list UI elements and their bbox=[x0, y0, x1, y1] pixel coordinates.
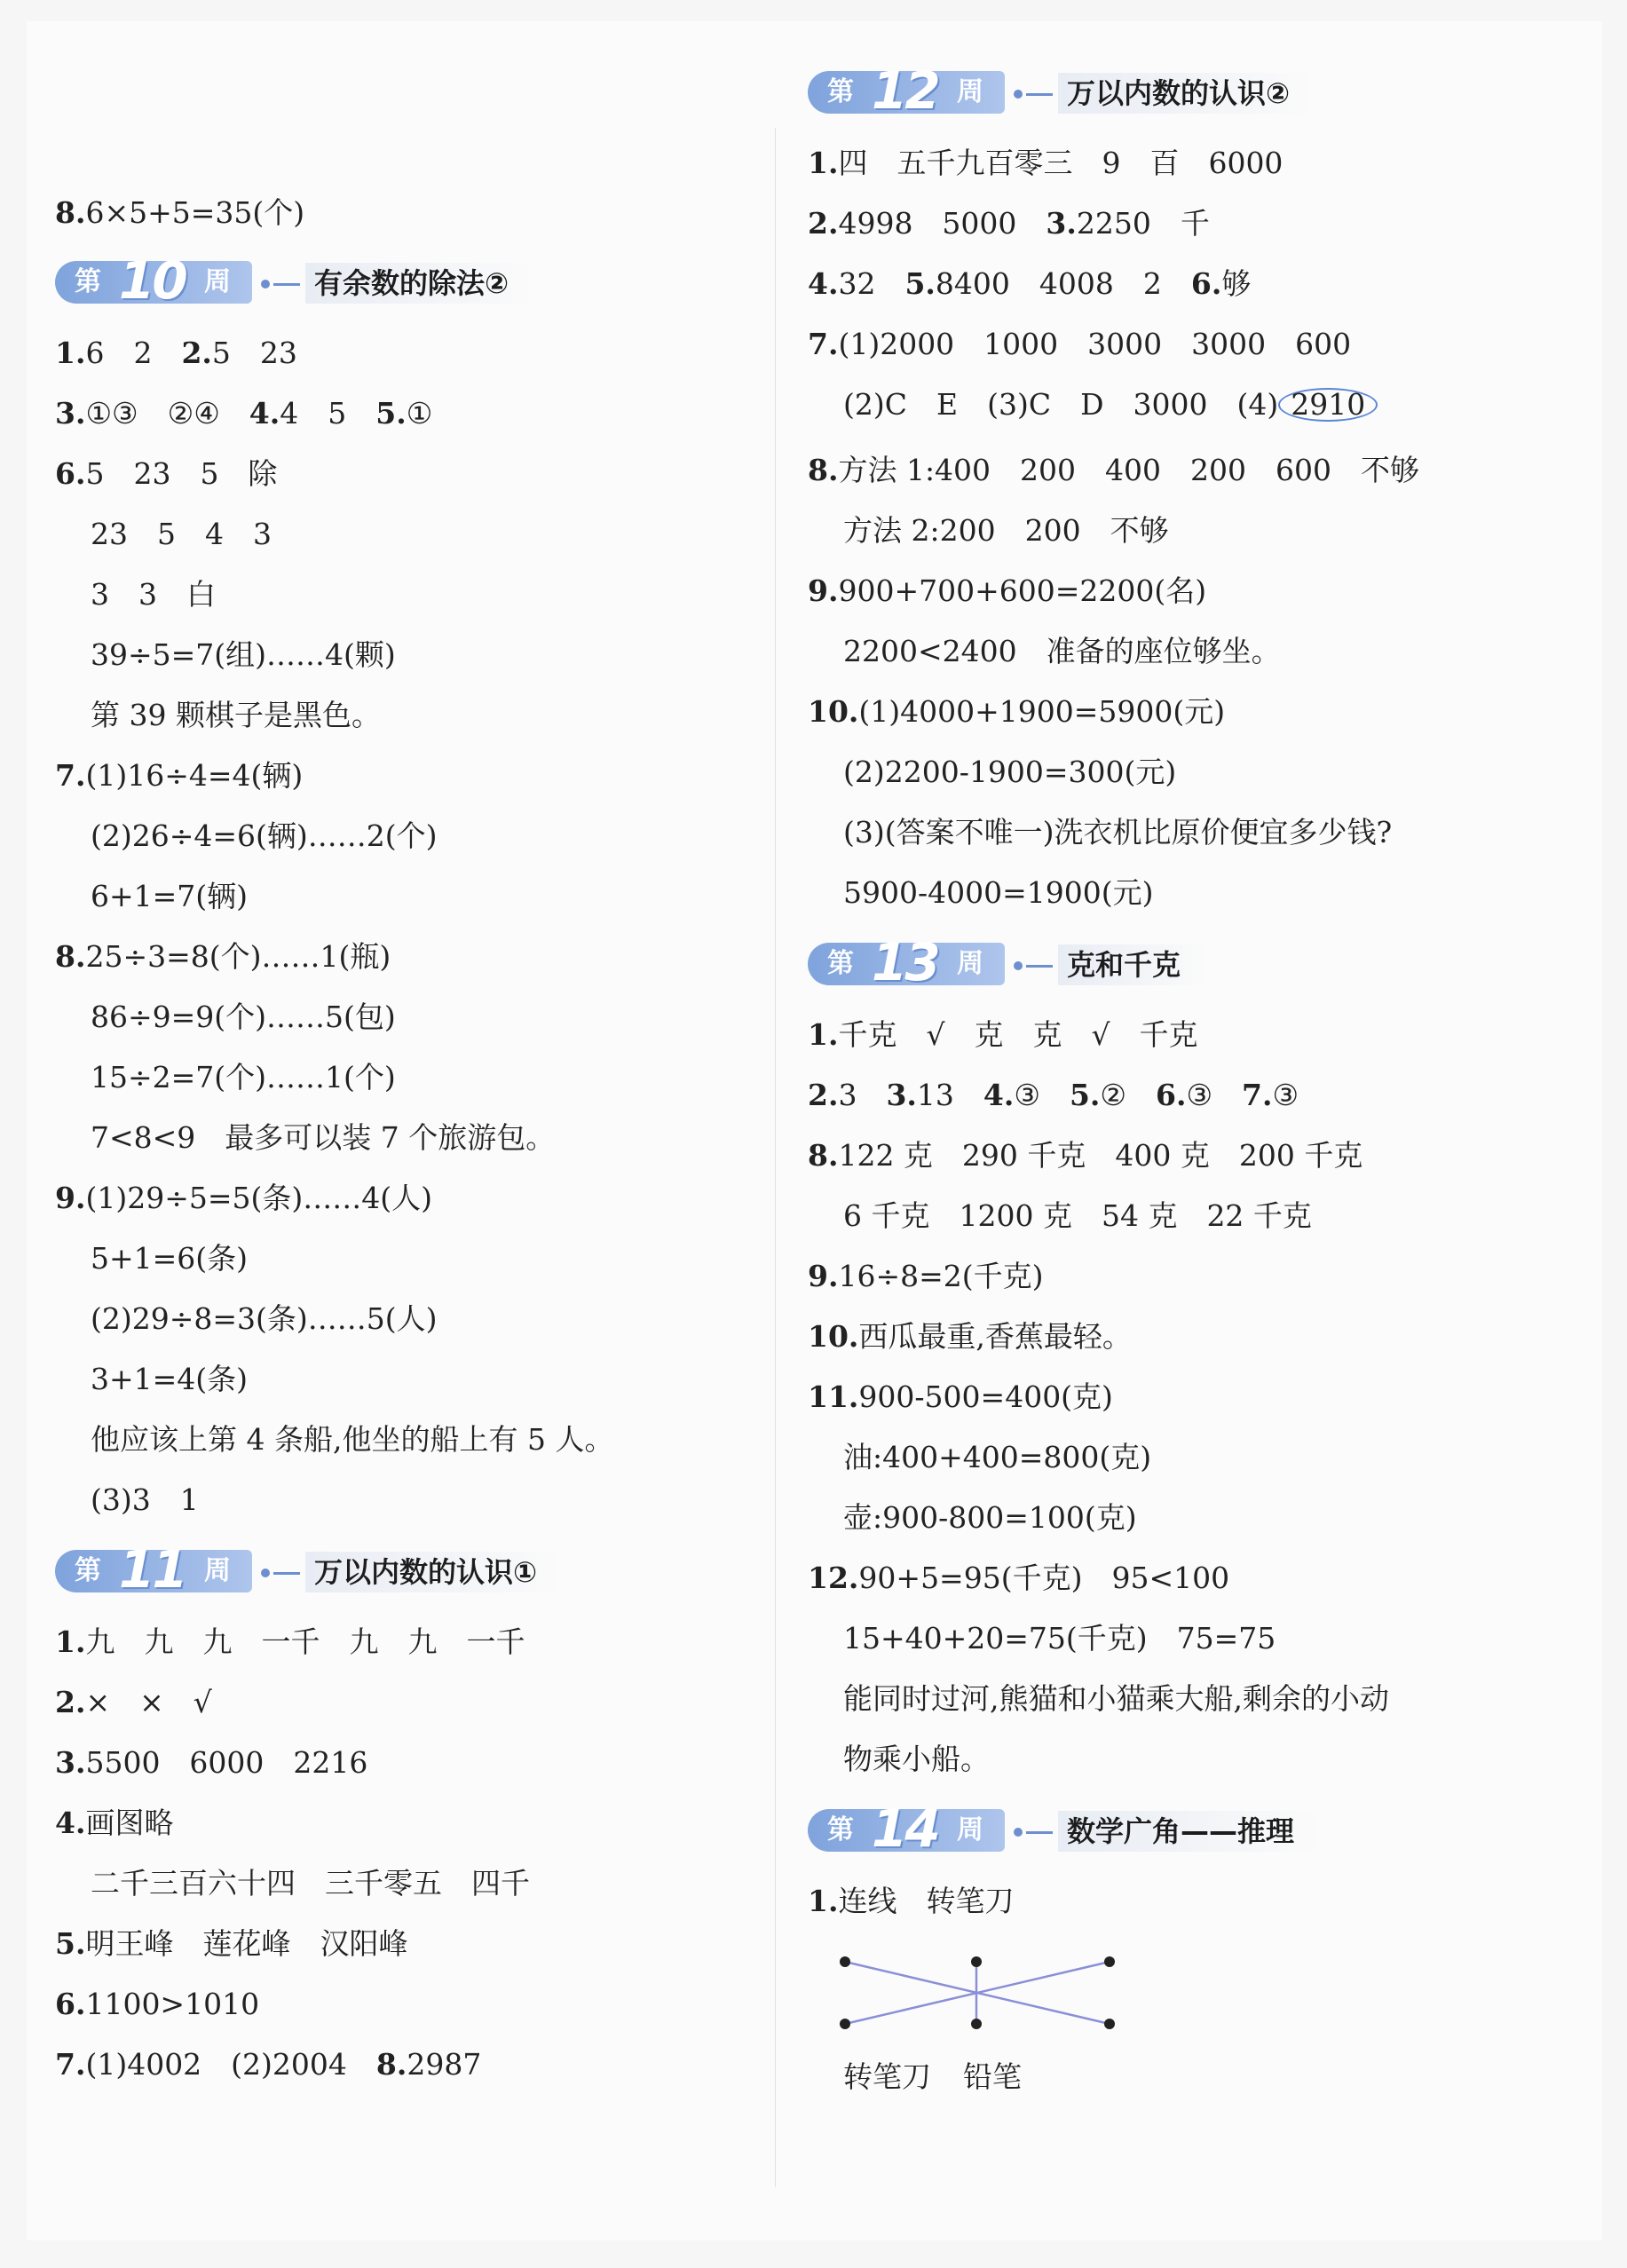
question-number: 4. bbox=[249, 396, 280, 431]
week-prefix: 第 bbox=[827, 1814, 854, 1845]
week-suffix: 周 bbox=[957, 76, 983, 107]
answer-text: 15+40+20=75(千克) 75=75 bbox=[843, 1621, 1276, 1656]
answer-line bbox=[808, 1017, 1198, 1053]
answer-text: (3)(答案不唯一)洗衣机比原价便宜多少钱? bbox=[843, 815, 1393, 850]
answer-line bbox=[808, 1884, 1014, 1919]
connector-dash-icon bbox=[1026, 1831, 1053, 1834]
answer-line bbox=[91, 637, 396, 673]
connector-dash-icon bbox=[1026, 93, 1053, 96]
answer-line bbox=[808, 694, 1225, 730]
answer-text: 13 bbox=[916, 1078, 983, 1112]
answer-line bbox=[843, 1440, 1151, 1475]
answer-line bbox=[55, 456, 277, 492]
answer-text: 2987 bbox=[407, 2047, 482, 2082]
answer-text: ① bbox=[406, 396, 433, 431]
answer-line bbox=[91, 1482, 199, 1518]
week-number: 10 bbox=[119, 250, 186, 311]
question-number: 7. bbox=[808, 327, 839, 361]
answer-text: 16÷8=2(千克) bbox=[838, 1259, 1044, 1293]
answer-text: ③ bbox=[1014, 1078, 1070, 1112]
answer-text: 32 bbox=[838, 266, 905, 301]
answer-line bbox=[808, 146, 1283, 181]
answer-text: 连线 转笔刀 bbox=[838, 1884, 1015, 1918]
answer-line bbox=[808, 327, 1351, 362]
question-number: 3. bbox=[55, 396, 86, 431]
question-number: 7. bbox=[55, 758, 86, 793]
answer-text: (1)29÷5=5(条)……4(人) bbox=[85, 1181, 432, 1215]
question-number: 2. bbox=[181, 336, 212, 370]
answer-text: 5 23 bbox=[211, 336, 297, 370]
answer-text: ①③ ②④ bbox=[85, 396, 249, 431]
week-header bbox=[55, 1539, 588, 1600]
week-title: 克和千克 bbox=[1058, 944, 1207, 985]
answer-line bbox=[843, 513, 1169, 549]
answer-line bbox=[91, 517, 272, 552]
connector-dash-icon bbox=[273, 283, 300, 286]
answer-text: 2200<2400 准备的座位够坐。 bbox=[843, 634, 1281, 668]
question-number: 8. bbox=[375, 2047, 407, 2082]
answer-text: 够 bbox=[1221, 266, 1252, 301]
question-number: 6. bbox=[1190, 266, 1222, 301]
question-number: 6. bbox=[1156, 1078, 1187, 1112]
question-number: 3. bbox=[55, 1745, 86, 1780]
connector-dot-icon bbox=[1014, 1828, 1023, 1837]
connector-dash-icon bbox=[273, 1572, 300, 1575]
answer-line bbox=[55, 2047, 481, 2082]
answer-text: 6+1=7(辆) bbox=[91, 879, 249, 913]
question-number: 4. bbox=[983, 1078, 1015, 1112]
week-header bbox=[808, 60, 1340, 121]
answer-line bbox=[91, 1866, 530, 1901]
week-suffix: 周 bbox=[957, 948, 983, 979]
answer-text: (2)26÷4=6(辆)……2(个) bbox=[91, 818, 438, 853]
answer-text: 5+1=6(条) bbox=[91, 1241, 249, 1276]
answer-line bbox=[843, 1681, 1389, 1717]
answer-text: 画图略 bbox=[85, 1806, 174, 1840]
answer-text: 第 39 颗棋子是黑色。 bbox=[91, 698, 381, 732]
answer-line bbox=[808, 1319, 1132, 1355]
answer-text: 油:400+400=800(克) bbox=[843, 1440, 1152, 1474]
week-badge bbox=[55, 250, 252, 311]
week-prefix: 第 bbox=[827, 76, 854, 107]
answer-text: 3+1=4(条) bbox=[91, 1362, 249, 1396]
match-dot bbox=[1104, 2019, 1115, 2029]
answer-text: (1)16÷4=4(辆) bbox=[85, 758, 304, 793]
column-divider bbox=[775, 128, 776, 2187]
connector-dot-icon bbox=[261, 280, 270, 288]
answer-text: 39÷5=7(组)……4(颗) bbox=[91, 637, 396, 672]
week-number: 14 bbox=[872, 1798, 938, 1859]
answer-line bbox=[808, 1379, 1113, 1415]
answer-line bbox=[55, 1987, 259, 2022]
answer-text: 7<8<9 最多可以装 7 个旅游包。 bbox=[91, 1120, 556, 1155]
answer-text: (3)3 1 bbox=[91, 1482, 199, 1517]
answer-text: 6 千克 1200 克 54 克 22 千克 bbox=[843, 1198, 1312, 1233]
answer-line bbox=[55, 1745, 367, 1781]
week-prefix: 第 bbox=[75, 266, 101, 297]
week-header bbox=[55, 250, 588, 311]
question-number: 8. bbox=[55, 195, 86, 230]
connector-dot-icon bbox=[261, 1569, 270, 1577]
match-dot bbox=[840, 1956, 850, 1967]
answer-line bbox=[808, 206, 1210, 241]
answer-text: 四 五千九百零三 9 百 6000 bbox=[838, 146, 1283, 180]
answer-text: 8400 4008 2 bbox=[935, 266, 1191, 301]
question-number: 3. bbox=[1046, 206, 1077, 241]
answer-line bbox=[91, 818, 438, 854]
answer-text: 86÷9=9(个)……5(包) bbox=[91, 1000, 396, 1034]
answer-text: 5 23 5 除 bbox=[85, 456, 278, 491]
answer-text: 90+5=95(千克) 95<100 bbox=[858, 1561, 1230, 1595]
answer-line bbox=[808, 266, 1251, 302]
question-number: 5. bbox=[1069, 1078, 1101, 1112]
question-number: 9. bbox=[808, 573, 839, 608]
week-header bbox=[808, 932, 1340, 992]
answer-line bbox=[55, 1685, 212, 1720]
answer-text: × × √ bbox=[85, 1685, 212, 1719]
answer-line bbox=[808, 1561, 1229, 1596]
question-number: 1. bbox=[808, 1884, 839, 1918]
answer-text: 明王峰 莲花峰 汉阳峰 bbox=[85, 1926, 408, 1961]
question-number: 3. bbox=[886, 1078, 917, 1112]
week-badge bbox=[808, 932, 1005, 992]
answer-text: 1100>1010 bbox=[85, 1987, 260, 2021]
answer-text: 4 5 bbox=[280, 396, 376, 431]
week-badge bbox=[808, 1798, 1005, 1859]
answer-text: (2)29÷8=3(条)……5(人) bbox=[91, 1301, 438, 1336]
question-number: 1. bbox=[808, 146, 839, 180]
answer-line bbox=[843, 1500, 1137, 1536]
question-number: 6. bbox=[55, 1987, 86, 2021]
answer-line bbox=[91, 1301, 438, 1337]
connector-dash-icon bbox=[1026, 965, 1053, 968]
week-title: 数学广角——推理 bbox=[1058, 1811, 1321, 1852]
answer-page bbox=[27, 21, 1602, 2240]
answer-text: 5500 6000 2216 bbox=[85, 1745, 368, 1780]
answer-text: ② bbox=[1100, 1078, 1156, 1112]
answer-text: 壶:900-800=100(克) bbox=[843, 1500, 1137, 1535]
week-number: 11 bbox=[119, 1539, 186, 1600]
answer-line bbox=[843, 1621, 1276, 1656]
answer-line bbox=[843, 755, 1176, 790]
answer-line bbox=[843, 634, 1281, 669]
answer-text: (2)C E (3)C D 3000 (4) bbox=[843, 387, 1279, 422]
diagram-label: 铅笔 bbox=[963, 2059, 1022, 2094]
question-number: 6. bbox=[55, 456, 86, 491]
answer-text: 物乘小船。 bbox=[843, 1742, 990, 1776]
answer-text: 900+700+600=2200(名) bbox=[838, 573, 1207, 608]
answer-line bbox=[55, 195, 304, 231]
answer-line bbox=[91, 698, 381, 733]
answer-line bbox=[843, 875, 1154, 911]
answer-text: 900-500=400(克) bbox=[858, 1379, 1113, 1414]
week-title: 万以内数的认识② bbox=[1058, 73, 1316, 114]
answer-text: ③ bbox=[1272, 1078, 1299, 1112]
question-number: 10. bbox=[808, 694, 859, 729]
question-number: 1. bbox=[808, 1017, 839, 1052]
answer-line bbox=[55, 1926, 407, 1962]
answer-line bbox=[55, 758, 303, 794]
answer-line bbox=[91, 577, 216, 612]
question-number: 8. bbox=[55, 939, 86, 974]
match-dot bbox=[840, 2019, 850, 2029]
answer-line bbox=[808, 453, 1419, 488]
week-number: 13 bbox=[872, 932, 938, 992]
connector-dot-icon bbox=[1014, 90, 1023, 99]
question-number: 4. bbox=[55, 1806, 86, 1840]
answer-text: 西瓜最重,香蕉最轻。 bbox=[858, 1319, 1132, 1354]
match-dot bbox=[971, 2019, 982, 2029]
answer-text: 方法 2:200 200 不够 bbox=[843, 513, 1169, 548]
question-number: 1. bbox=[55, 336, 86, 370]
answer-line bbox=[91, 1362, 248, 1397]
week-prefix: 第 bbox=[75, 1555, 101, 1586]
answer-text: 6 2 bbox=[85, 336, 182, 370]
answer-text: (1)2000 1000 3000 3000 600 bbox=[838, 327, 1352, 361]
connector-dot-icon bbox=[1014, 961, 1023, 970]
matching-diagram bbox=[834, 1935, 1136, 2042]
answer-text: (1)4002 (2)2004 bbox=[85, 2047, 376, 2082]
answer-line bbox=[55, 1181, 432, 1216]
answer-text: 23 5 4 3 bbox=[91, 517, 272, 551]
answer-text: (1)4000+1900=5900(元) bbox=[858, 694, 1226, 729]
answer-line bbox=[55, 1806, 173, 1841]
week-title: 有余数的除法② bbox=[305, 263, 535, 304]
question-number: 2. bbox=[808, 206, 839, 241]
answer-text: ③ bbox=[1186, 1078, 1243, 1112]
answer-text: 5900-4000=1900(元) bbox=[843, 875, 1154, 910]
question-number: 4. bbox=[808, 266, 839, 301]
answer-text: 能同时过河,熊猫和小猫乘大船,剩余的小动 bbox=[843, 1681, 1389, 1716]
question-number: 12. bbox=[808, 1561, 859, 1595]
week-number: 12 bbox=[872, 60, 938, 121]
answer-line bbox=[55, 939, 391, 975]
week-suffix: 周 bbox=[204, 266, 231, 297]
answer-line bbox=[808, 1138, 1362, 1174]
answer-line bbox=[91, 1241, 248, 1276]
answer-text: 3 3 白 bbox=[91, 577, 216, 612]
answer-text: 二千三百六十四 三千零五 四千 bbox=[91, 1866, 530, 1901]
diagram-labels bbox=[843, 2059, 1054, 2095]
question-number: 5. bbox=[55, 1926, 86, 1961]
match-dot bbox=[1104, 1956, 1115, 1967]
answer-line bbox=[91, 1120, 555, 1156]
question-number: 7. bbox=[1242, 1078, 1273, 1112]
week-title: 万以内数的认识① bbox=[305, 1552, 564, 1592]
question-number: 2. bbox=[808, 1078, 839, 1112]
question-number: 2. bbox=[55, 1685, 86, 1719]
answer-line bbox=[91, 1000, 396, 1035]
match-dot bbox=[971, 1956, 982, 1967]
week-badge bbox=[808, 60, 1005, 121]
question-number: 9. bbox=[808, 1259, 839, 1293]
answer-line bbox=[91, 1422, 613, 1458]
answer-line bbox=[808, 573, 1206, 609]
answer-text: 25÷3=8(个)……1(瓶) bbox=[85, 939, 391, 974]
answer-line bbox=[91, 879, 248, 914]
answer-line bbox=[843, 1742, 990, 1777]
week-header bbox=[808, 1798, 1340, 1859]
week-suffix: 周 bbox=[204, 1555, 231, 1586]
answer-line bbox=[55, 336, 297, 371]
question-number: 5. bbox=[904, 266, 936, 301]
answer-line bbox=[91, 1060, 396, 1095]
question-number: 1. bbox=[55, 1624, 86, 1659]
answer-text: 4998 5000 bbox=[838, 206, 1046, 241]
circled-answer: 2910 bbox=[1278, 388, 1378, 422]
answer-line bbox=[843, 387, 1378, 423]
answer-text: 九 九 九 一千 九 九 一千 bbox=[85, 1624, 525, 1659]
question-number: 11. bbox=[808, 1379, 859, 1414]
answer-line bbox=[55, 396, 432, 431]
answer-text: 6×5+5=35(个) bbox=[85, 195, 305, 230]
diagram-label: 转笔刀 bbox=[843, 2059, 931, 2094]
answer-line bbox=[843, 1198, 1312, 1234]
answer-text: (2)2200-1900=300(元) bbox=[843, 755, 1177, 789]
question-number: 7. bbox=[55, 2047, 86, 2082]
question-number: 10. bbox=[808, 1319, 859, 1354]
question-number: 9. bbox=[55, 1181, 86, 1215]
answer-line bbox=[55, 1624, 525, 1660]
week-suffix: 周 bbox=[957, 1814, 983, 1845]
answer-text: 3 bbox=[838, 1078, 887, 1112]
answer-text: 他应该上第 4 条船,他坐的船上有 5 人。 bbox=[91, 1422, 614, 1457]
answer-text: 方法 1:400 200 400 200 600 不够 bbox=[838, 453, 1419, 487]
question-number: 8. bbox=[808, 453, 839, 487]
answer-text: 15÷2=7(个)……1(个) bbox=[91, 1060, 396, 1094]
answer-line bbox=[808, 1078, 1299, 1113]
question-number: 5. bbox=[375, 396, 407, 431]
answer-line bbox=[843, 815, 1392, 850]
week-prefix: 第 bbox=[827, 948, 854, 979]
question-number: 8. bbox=[808, 1138, 839, 1173]
answer-text: 千克 √ 克 克 √ 千克 bbox=[838, 1017, 1198, 1052]
answer-text: 2250 千 bbox=[1076, 206, 1210, 241]
answer-text: 122 克 290 千克 400 克 200 千克 bbox=[838, 1138, 1363, 1173]
week-badge bbox=[55, 1539, 252, 1600]
answer-line bbox=[808, 1259, 1044, 1294]
